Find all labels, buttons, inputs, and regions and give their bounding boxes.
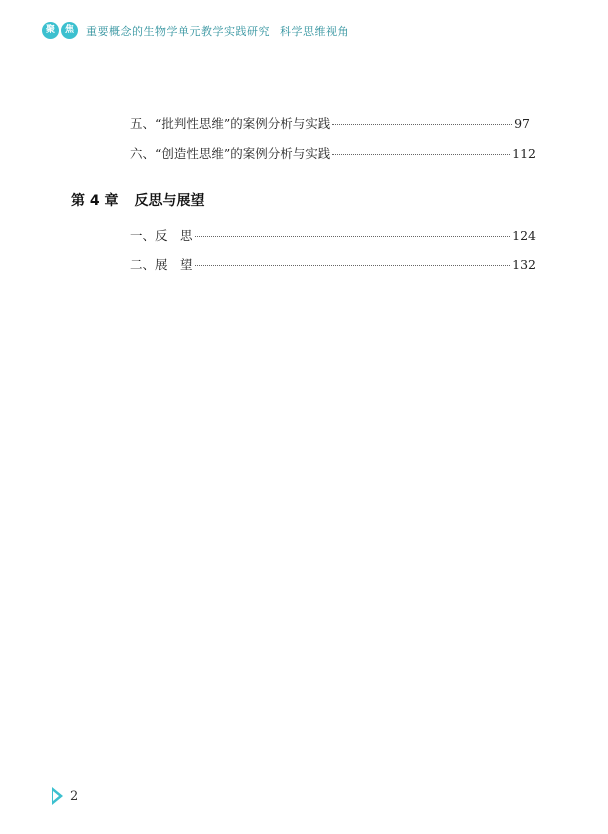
chapter-number: 第 4 章 <box>71 193 119 209</box>
toc-entry-page: 112 <box>512 146 536 161</box>
dot-leader <box>195 236 511 237</box>
logo-char-2: 焦 <box>61 22 78 39</box>
chapter-heading[interactable] <box>71 190 205 210</box>
series-logo <box>42 22 78 39</box>
toc-entry-label: 二、展 望 <box>130 257 193 272</box>
running-header <box>42 22 349 39</box>
book-subtitle: 科学思维视角 <box>280 24 349 38</box>
toc-entry-page: 132 <box>512 257 536 272</box>
toc-entry[interactable] <box>130 255 536 273</box>
dot-leader <box>332 124 512 125</box>
book-title: 重要概念的生物学单元教学实践研究 <box>86 24 270 38</box>
dot-leader <box>195 265 511 266</box>
chapter-title: 反思与展望 <box>134 193 205 209</box>
toc-entry-label: 五、“批判性思维”的案例分析与实践 <box>130 116 331 131</box>
page-arrow-icon-inner <box>53 791 59 801</box>
toc-entry-page: 124 <box>512 228 536 243</box>
toc-entry-page: 97 <box>514 116 530 131</box>
toc-entry-label: 六、“创造性思维”的案例分析与实践 <box>130 146 331 161</box>
page-number: 2 <box>70 789 79 804</box>
dot-leader <box>332 154 510 155</box>
toc-entry[interactable] <box>130 114 530 132</box>
toc-entry[interactable] <box>130 226 536 244</box>
toc-entry[interactable] <box>130 144 536 162</box>
logo-char-1: 聚 <box>42 22 59 39</box>
toc-entry-label: 一、反 思 <box>130 228 193 243</box>
